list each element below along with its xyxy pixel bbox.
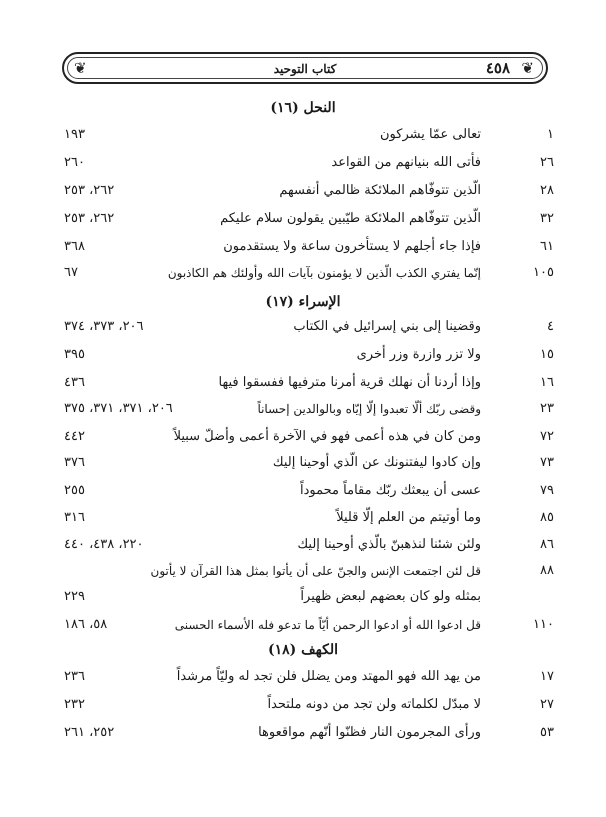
list-item	[0, 452, 606, 474]
verse-number: ٢٣	[540, 401, 554, 416]
verse-number: ١٠٥	[533, 265, 554, 280]
verse-number: ٤	[547, 319, 554, 334]
verse-text: تعالى عمّا يشركون	[380, 127, 481, 142]
verse-number: ٣٢	[540, 211, 554, 226]
page-reference: ٣١٦	[64, 510, 85, 525]
list-item	[0, 208, 606, 230]
section-title: الكهف (١٨)	[267, 642, 338, 658]
list-item	[0, 722, 606, 744]
list-item	[0, 614, 606, 636]
page-number: ٤٥٨	[485, 59, 510, 77]
page-reference: ٤٤٢	[64, 429, 85, 444]
verse-text: فإذا جاء أجلهم لا يستأخرون ساعة ولا يستقدمون	[223, 239, 481, 254]
verse-number: ٢٦	[540, 155, 554, 170]
verse-text: وإذا أردنا أن نهلك قرية أمرنا مترفيها ففسقوا فيها	[218, 375, 481, 390]
page-reference: ٢٢٠، ٤٣٨، ٤٤٠	[64, 537, 144, 552]
verse-number: ١١٠	[533, 617, 554, 632]
verse-text: قل ادعوا الله أو ادعوا الرحمن أيّاً ما تدعو فله الأسماء الحسنى	[174, 618, 481, 632]
list-item	[0, 534, 606, 556]
list-item	[0, 316, 606, 338]
verse-number: ١	[547, 127, 554, 142]
section-title: النحل (١٦)	[270, 100, 336, 116]
verse-text: الّذين تتوفّاهم الملائكة طيّبين يقولون سلام عليكم	[220, 211, 481, 226]
page-reference: ٣٦٨	[64, 239, 85, 254]
verse-number: ٧٣	[540, 455, 554, 470]
list-item	[0, 344, 606, 366]
verse-number: ٧٢	[540, 429, 554, 444]
verse-text: ولئن شئنا لنذهبنّ بالّذي أوحينا إليك	[297, 537, 481, 552]
verse-number: ٨٨	[540, 563, 554, 578]
verse-number: ١٧	[540, 669, 554, 684]
page-reference: ٢٦٢، ٢٥٣	[64, 183, 115, 198]
page-reference: ٣٧٦	[64, 455, 85, 470]
page-reference: ٤٣٦	[64, 375, 85, 390]
page-reference: ٢٥٥	[64, 483, 85, 498]
page-reference: ٢٣٦	[64, 669, 85, 684]
list-item	[0, 180, 606, 202]
section-title: الإسراء (١٧)	[265, 294, 341, 310]
verse-text: ومن كان في هذه أعمى فهو في الآخرة أعمى وأضلّ سبيلاً	[173, 429, 481, 444]
ornament-left-icon: ❦	[74, 59, 87, 77]
verse-text: وما أوتيتم من العلم إلّا قليلاً	[336, 510, 481, 525]
page-reference: ٢٥٢، ٢٦١	[64, 725, 115, 740]
list-item	[0, 262, 606, 284]
verse-text: قل لئن اجتمعت الإنس والجنّ على أن يأتوا بمثل هذا القرآن لا يأتون	[150, 564, 481, 578]
page-reference: ٦٧	[64, 265, 78, 280]
verse-number: ٢٧	[540, 697, 554, 712]
list-item	[0, 694, 606, 716]
verse-number: ٥٣	[540, 725, 554, 740]
verse-text: وإن كادوا ليفتنونك عن الّذي أوحينا إليك	[272, 455, 481, 470]
page-reference: ٢٠٦، ٣٧١، ٣٧١، ٣٧٥	[64, 401, 173, 416]
verse-number: ٨٥	[540, 510, 554, 525]
verse-text: فأتى الله بنيانهم من القواعد	[331, 155, 481, 170]
list-item-continuation	[0, 586, 606, 608]
verse-text: ورأى المجرمون النار فظنّوا أنّهم مواقعوها	[258, 725, 481, 740]
verse-text: إنّما يفتري الكذب الّذين لا يؤمنون بآيات الله وأولئك هم الكاذبون	[167, 266, 481, 280]
list-item	[0, 480, 606, 502]
list-item	[0, 560, 606, 582]
verse-text: الّذين تتوفّاهم الملائكة ظالمي أنفسهم	[279, 183, 481, 198]
verse-text: عسى أن يبعثك ربّك مقاماً محموداً	[300, 483, 481, 498]
verse-number: ٦١	[540, 239, 554, 254]
verse-text: من يهد الله فهو المهتد ومن يضلل فلن تجد له وليّاً مرشداً	[176, 669, 481, 684]
verse-text: ولا تزر وازرة وزر أخرى	[356, 347, 481, 362]
page-reference: ٣٩٥	[64, 347, 85, 362]
book-title: كتاب التوحيد	[273, 62, 337, 76]
page-reference: ٥٨، ١٨٦	[64, 617, 108, 632]
page-reference: ٢٠٦، ٣٧٣، ٣٧٤	[64, 319, 144, 334]
verse-text: وقضى ربّك ألّا تعبدوا إلّا إيّاه وبالوالدين إحساناً	[257, 402, 481, 416]
verse-number: ١٥	[540, 347, 554, 362]
list-item	[0, 507, 606, 529]
list-item	[0, 426, 606, 448]
verse-number: ١٦	[540, 375, 554, 390]
page-header-frame	[62, 52, 548, 84]
list-item	[0, 152, 606, 174]
verse-number: ٨٦	[540, 537, 554, 552]
verse-text-continuation: بمثله ولو كان بعضهم لبعض ظهيراً	[300, 589, 481, 604]
list-item	[0, 124, 606, 146]
page-reference: ٢٦٠	[64, 155, 85, 170]
list-item	[0, 236, 606, 258]
page-reference: ٢٢٩	[64, 589, 85, 604]
ornament-right-icon: ❦	[521, 59, 534, 77]
page-reference: ٢٣٢	[64, 697, 85, 712]
verse-number: ٧٩	[540, 483, 554, 498]
verse-number: ٢٨	[540, 183, 554, 198]
verse-text: وقضينا إلى بني إسرائيل في الكتاب	[293, 319, 481, 334]
verse-text: لا مبدّل لكلماته ولن تجد من دونه ملتحداً	[267, 697, 481, 712]
list-item	[0, 666, 606, 688]
list-item	[0, 398, 606, 420]
list-item	[0, 372, 606, 394]
page-reference: ١٩٣	[64, 127, 85, 142]
page-reference: ٢٦٢، ٢٥٣	[64, 211, 115, 226]
